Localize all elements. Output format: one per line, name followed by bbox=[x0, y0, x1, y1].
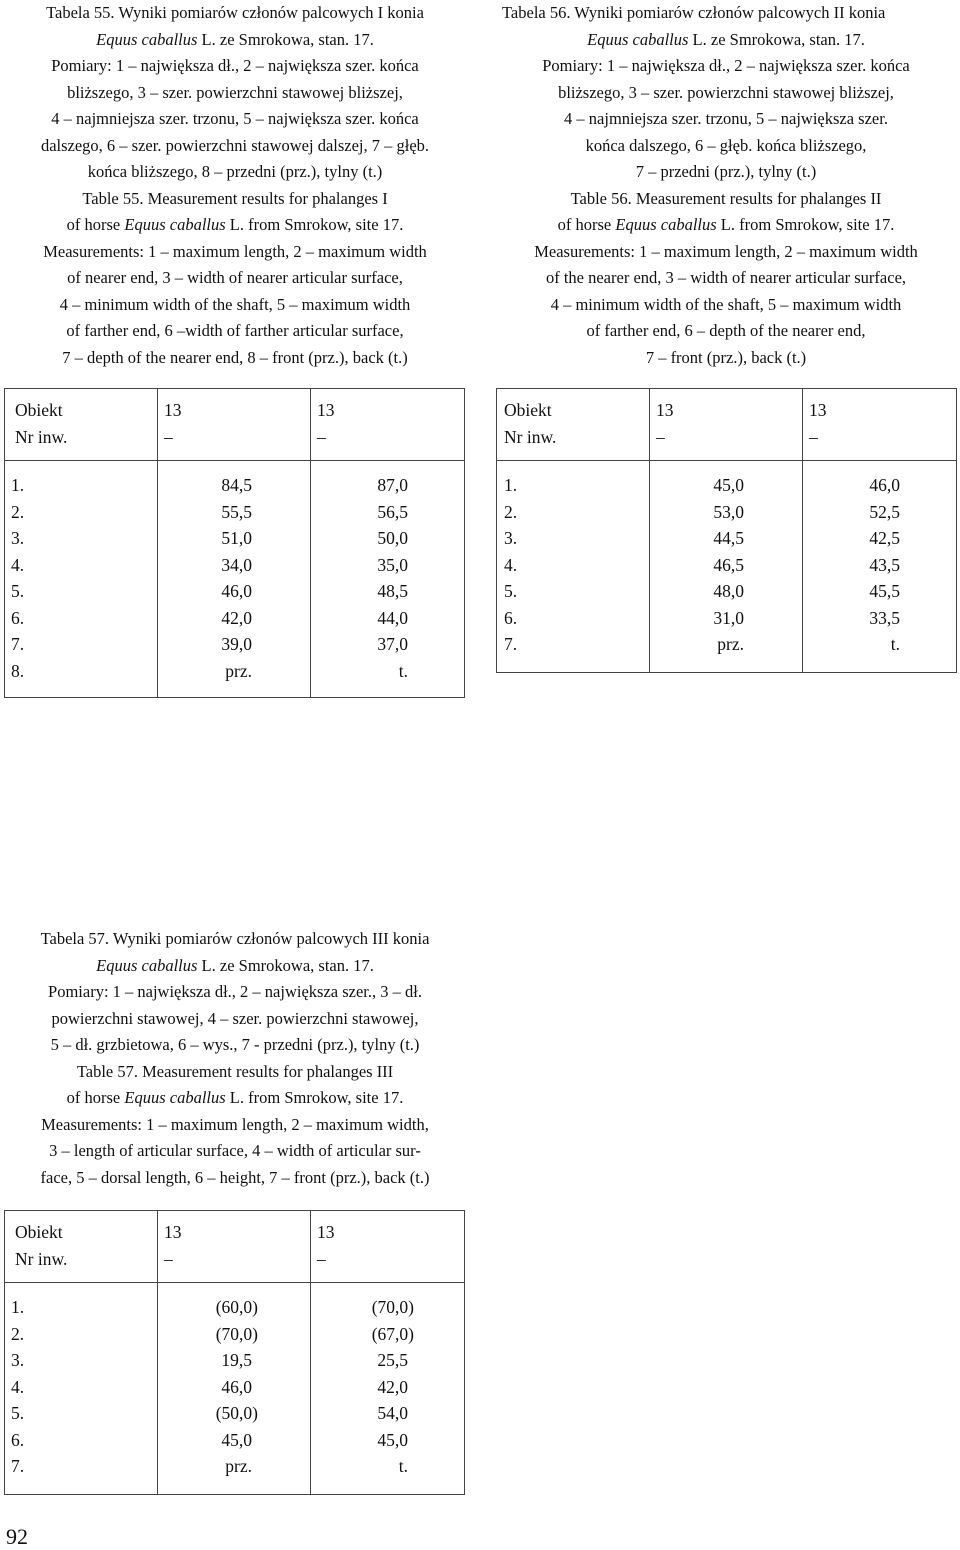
table-cell-value: 37,0 bbox=[377, 634, 408, 654]
table-cell-value: 45,5 bbox=[869, 581, 900, 601]
table-cell-value: 48,5 bbox=[377, 581, 408, 601]
caption-line: Tabela 56. Wyniki pomiarów członów palcowych II konia bbox=[502, 3, 886, 22]
row-number: 4. bbox=[11, 554, 25, 575]
table-cell-value: 45,0 bbox=[377, 1429, 408, 1450]
header-col2-number: 13 bbox=[317, 400, 335, 420]
caption-line: of farther end, 6 – depth of the nearer end, bbox=[586, 321, 866, 340]
row-number: 6. bbox=[11, 1429, 25, 1450]
table-cell-value: 45,0 bbox=[221, 1429, 252, 1450]
caption-line: Measurements: 1 – maximum length, 2 – maximum width, bbox=[41, 1114, 429, 1134]
header-col1-cell bbox=[158, 1211, 311, 1283]
col2-values-cell bbox=[311, 1283, 465, 1495]
row-number: 6. bbox=[11, 607, 25, 628]
caption-line: face, 5 – dorsal length, 6 – height, 7 – front (prz.), back (t.) bbox=[40, 1167, 430, 1187]
caption-line: Table 55. Measurement results for phalanges I bbox=[82, 188, 388, 208]
caption-line: powierzchni stawowej, 4 – szer. powierzchni stawowej, bbox=[51, 1008, 419, 1028]
header-obiekt: Obiekt bbox=[504, 400, 552, 420]
row-number: 5. bbox=[11, 581, 25, 601]
table-cell-value: 33,5 bbox=[869, 607, 900, 628]
header-col2-number: 13 bbox=[317, 1222, 335, 1242]
table-cell-value: 48,0 bbox=[713, 581, 744, 601]
row-number: 2. bbox=[11, 1323, 25, 1344]
table-cell-value: (60,0) bbox=[215, 1297, 258, 1317]
header-nr-inw: Nr inw. bbox=[15, 1249, 68, 1269]
caption-line: dalszego, 6 – szer. powierzchni stawowej dalszej, 7 – głęb. bbox=[40, 135, 430, 155]
header-col2-dash: – bbox=[317, 427, 326, 447]
table-cell-value: 87,0 bbox=[377, 475, 408, 495]
header-obiekt: Obiekt bbox=[15, 400, 63, 420]
table-56 bbox=[496, 388, 957, 673]
row-number: 7. bbox=[504, 634, 518, 654]
caption-line: bliższego, 3 – szer. powierzchni stawowej bliższej, bbox=[67, 82, 403, 102]
row-number: 1. bbox=[11, 1297, 25, 1317]
row-number: 2. bbox=[11, 501, 25, 522]
caption-line: 7 – front (prz.), back (t.) bbox=[645, 347, 807, 367]
header-nr-inw: Nr inw. bbox=[504, 427, 557, 447]
table-cell-value: 52,5 bbox=[869, 501, 900, 522]
table-body-row bbox=[5, 1283, 465, 1495]
table-cell-value: (70,0) bbox=[215, 1323, 258, 1344]
table-cell-value: 46,0 bbox=[869, 475, 900, 495]
header-col1-number: 13 bbox=[164, 400, 182, 420]
caption-line: Table 57. Measurement results for phalanges III bbox=[76, 1061, 394, 1081]
row-number: 7. bbox=[11, 1456, 25, 1476]
header-obiekt: Obiekt bbox=[15, 1222, 63, 1242]
caption-line: 4 – minimum width of the shaft, 5 – maximum width bbox=[550, 294, 902, 314]
header-col1-dash: – bbox=[164, 427, 173, 447]
table-cell-value: 46,5 bbox=[713, 554, 744, 575]
row-number: 5. bbox=[11, 1403, 25, 1423]
caption-line: 7 – przedni (prz.), tylny (t.) bbox=[635, 162, 817, 181]
header-label-cell bbox=[497, 389, 650, 461]
caption-line: Equus caballus L. ze Smrokowa, stan. 17. bbox=[587, 29, 865, 49]
row-number: 3. bbox=[11, 1350, 25, 1370]
table-header-row bbox=[497, 389, 957, 461]
caption-line: of the nearer end, 3 – width of nearer articular surface, bbox=[545, 268, 907, 287]
caption-line: Equus caballus L. ze Smrokowa, stan. 17. bbox=[96, 29, 374, 49]
caption-line: 4 – najmniejsza szer. trzonu, 5 – największa szer. końca bbox=[51, 109, 419, 128]
header-col1-number: 13 bbox=[164, 1222, 182, 1242]
caption-line: of farther end, 6 –width of farther articular surface, bbox=[66, 321, 404, 340]
row-number: 2. bbox=[504, 501, 518, 522]
table-cell-value: 34,0 bbox=[221, 554, 252, 575]
table-cell-value: 39,0 bbox=[221, 634, 252, 654]
page-number: 92 bbox=[6, 1524, 28, 1549]
table-cell-value: 53,0 bbox=[713, 501, 744, 522]
header-label-cell bbox=[5, 389, 158, 461]
table-cell-value: prz. bbox=[225, 660, 252, 681]
table-cell-value: 84,5 bbox=[221, 475, 252, 495]
table-cell-value: prz. bbox=[717, 634, 744, 654]
caption-line: Measurements: 1 – maximum length, 2 – maximum width bbox=[534, 241, 918, 261]
table-cell-value: 44,5 bbox=[713, 528, 744, 548]
caption-line: Table 56. Measurement results for phalanges II bbox=[570, 188, 882, 208]
header-label-cell bbox=[5, 1211, 158, 1283]
header-col2-cell bbox=[311, 1211, 465, 1283]
row-number-cell bbox=[5, 1283, 158, 1495]
table-cell-value: 55,5 bbox=[221, 501, 252, 522]
table-cell-value: 31,0 bbox=[713, 607, 744, 628]
header-col1-number: 13 bbox=[656, 400, 674, 420]
table-cell-value: 44,0 bbox=[377, 607, 408, 628]
header-col2-dash: – bbox=[809, 427, 818, 447]
row-number: 6. bbox=[504, 607, 518, 628]
row-number-cell bbox=[5, 461, 158, 698]
row-number: 5. bbox=[504, 581, 518, 601]
table-55-caption bbox=[4, 0, 466, 371]
caption-line: Measurements: 1 – maximum length, 2 – maximum width bbox=[43, 241, 427, 261]
col1-values-cell bbox=[650, 461, 803, 673]
caption-line: bliższego, 3 – szer. powierzchni stawowej bliższej, bbox=[558, 82, 894, 102]
table-cell-value: 46,0 bbox=[221, 581, 252, 601]
table-cell-value: 42,0 bbox=[377, 1376, 408, 1397]
header-col2-number: 13 bbox=[809, 400, 827, 420]
row-number-cell bbox=[497, 461, 650, 673]
caption-line: Pomiary: 1 – największa dł., 2 – największa szer. końca bbox=[542, 56, 910, 75]
caption-line: 7 – depth of the nearer end, 8 – front (prz.), back (t.) bbox=[62, 347, 408, 367]
table-body-row bbox=[497, 461, 957, 673]
header-nr-inw: Nr inw. bbox=[15, 427, 68, 447]
table-cell-value: 50,0 bbox=[377, 528, 408, 548]
row-number: 3. bbox=[504, 528, 518, 548]
caption-line: 3 – length of articular surface, 4 – width of articular sur- bbox=[49, 1141, 421, 1160]
table-cell-value: 42,0 bbox=[221, 607, 252, 628]
header-col2-dash: – bbox=[317, 1249, 326, 1269]
caption-line: Equus caballus L. ze Smrokowa, stan. 17. bbox=[96, 955, 374, 975]
row-number: 1. bbox=[504, 475, 518, 495]
caption-line: końca bliższego, 8 – przedni (prz.), tylny (t.) bbox=[87, 162, 383, 181]
table-cell-value: t. bbox=[398, 1456, 408, 1476]
table-56-caption bbox=[496, 0, 956, 371]
row-number: 4. bbox=[11, 1376, 25, 1397]
table-cell-value: 42,5 bbox=[869, 528, 900, 548]
table-cell-value: prz. bbox=[225, 1456, 252, 1476]
row-number: 8. bbox=[11, 660, 25, 681]
table-cell-value: 54,0 bbox=[377, 1403, 408, 1423]
table-cell-value: 45,0 bbox=[713, 475, 744, 495]
header-col2-cell bbox=[803, 389, 957, 461]
caption-line: 4 – najmniejsza szer. trzonu, 5 – największa szer. bbox=[564, 109, 888, 128]
table-cell-value: (70,0) bbox=[371, 1297, 414, 1317]
table-cell-value: t. bbox=[890, 634, 900, 654]
col1-values-cell bbox=[158, 461, 311, 698]
caption-line: Tabela 55. Wyniki pomiarów członów palcowych I konia bbox=[46, 3, 424, 22]
table-cell-value: t. bbox=[398, 660, 408, 681]
table-cell-value: 25,5 bbox=[377, 1350, 408, 1370]
caption-line: of horse Equus caballus L. from Smrokow, site 17. bbox=[557, 215, 895, 234]
table-cell-value: 43,5 bbox=[869, 554, 900, 575]
col2-values-cell bbox=[803, 461, 957, 673]
header-col1-cell bbox=[158, 389, 311, 461]
table-cell-value: 46,0 bbox=[221, 1376, 252, 1397]
caption-line: końca dalszego, 6 – głęb. końca bliższego, bbox=[585, 135, 867, 155]
caption-line: Pomiary: 1 – największa dł., 2 – największa szer. końca bbox=[51, 56, 419, 75]
caption-line: of horse Equus caballus L. from Smrokow, site 17. bbox=[66, 1088, 404, 1107]
row-number: 7. bbox=[11, 634, 25, 654]
table-57 bbox=[4, 1210, 465, 1495]
row-number: 1. bbox=[11, 475, 25, 495]
table-cell-value: 35,0 bbox=[377, 554, 408, 575]
col2-values-cell bbox=[311, 461, 465, 698]
caption-line: of nearer end, 3 – width of nearer articular surface, bbox=[67, 268, 403, 287]
table-body-row bbox=[5, 461, 465, 698]
table-cell-value: 56,5 bbox=[377, 501, 408, 522]
row-number: 4. bbox=[504, 554, 518, 575]
col1-values-cell bbox=[158, 1283, 311, 1495]
table-cell-value: 19,5 bbox=[221, 1350, 252, 1370]
header-col1-dash: – bbox=[656, 427, 665, 447]
caption-line: Pomiary: 1 – największa dł., 2 – największa szer., 3 – dł. bbox=[48, 982, 422, 1001]
caption-line: of horse Equus caballus L. from Smrokow, site 17. bbox=[66, 215, 404, 234]
table-55 bbox=[4, 388, 465, 698]
header-col1-cell bbox=[650, 389, 803, 461]
table-57-caption bbox=[4, 926, 466, 1191]
caption-line: Tabela 57. Wyniki pomiarów członów palcowych III konia bbox=[40, 929, 430, 948]
table-header-row bbox=[5, 389, 465, 461]
caption-line: 5 – dł. grzbietowa, 6 – wys., 7 - przedni (prz.), tylny (t.) bbox=[50, 1035, 420, 1054]
header-col1-dash: – bbox=[164, 1249, 173, 1269]
table-cell-value: (50,0) bbox=[215, 1403, 258, 1423]
row-number: 3. bbox=[11, 528, 25, 548]
table-cell-value: 51,0 bbox=[221, 528, 252, 548]
header-col2-cell bbox=[311, 389, 465, 461]
table-cell-value: (67,0) bbox=[371, 1323, 414, 1344]
table-header-row bbox=[5, 1211, 465, 1283]
caption-line: 4 – minimum width of the shaft, 5 – maximum width bbox=[59, 294, 411, 314]
